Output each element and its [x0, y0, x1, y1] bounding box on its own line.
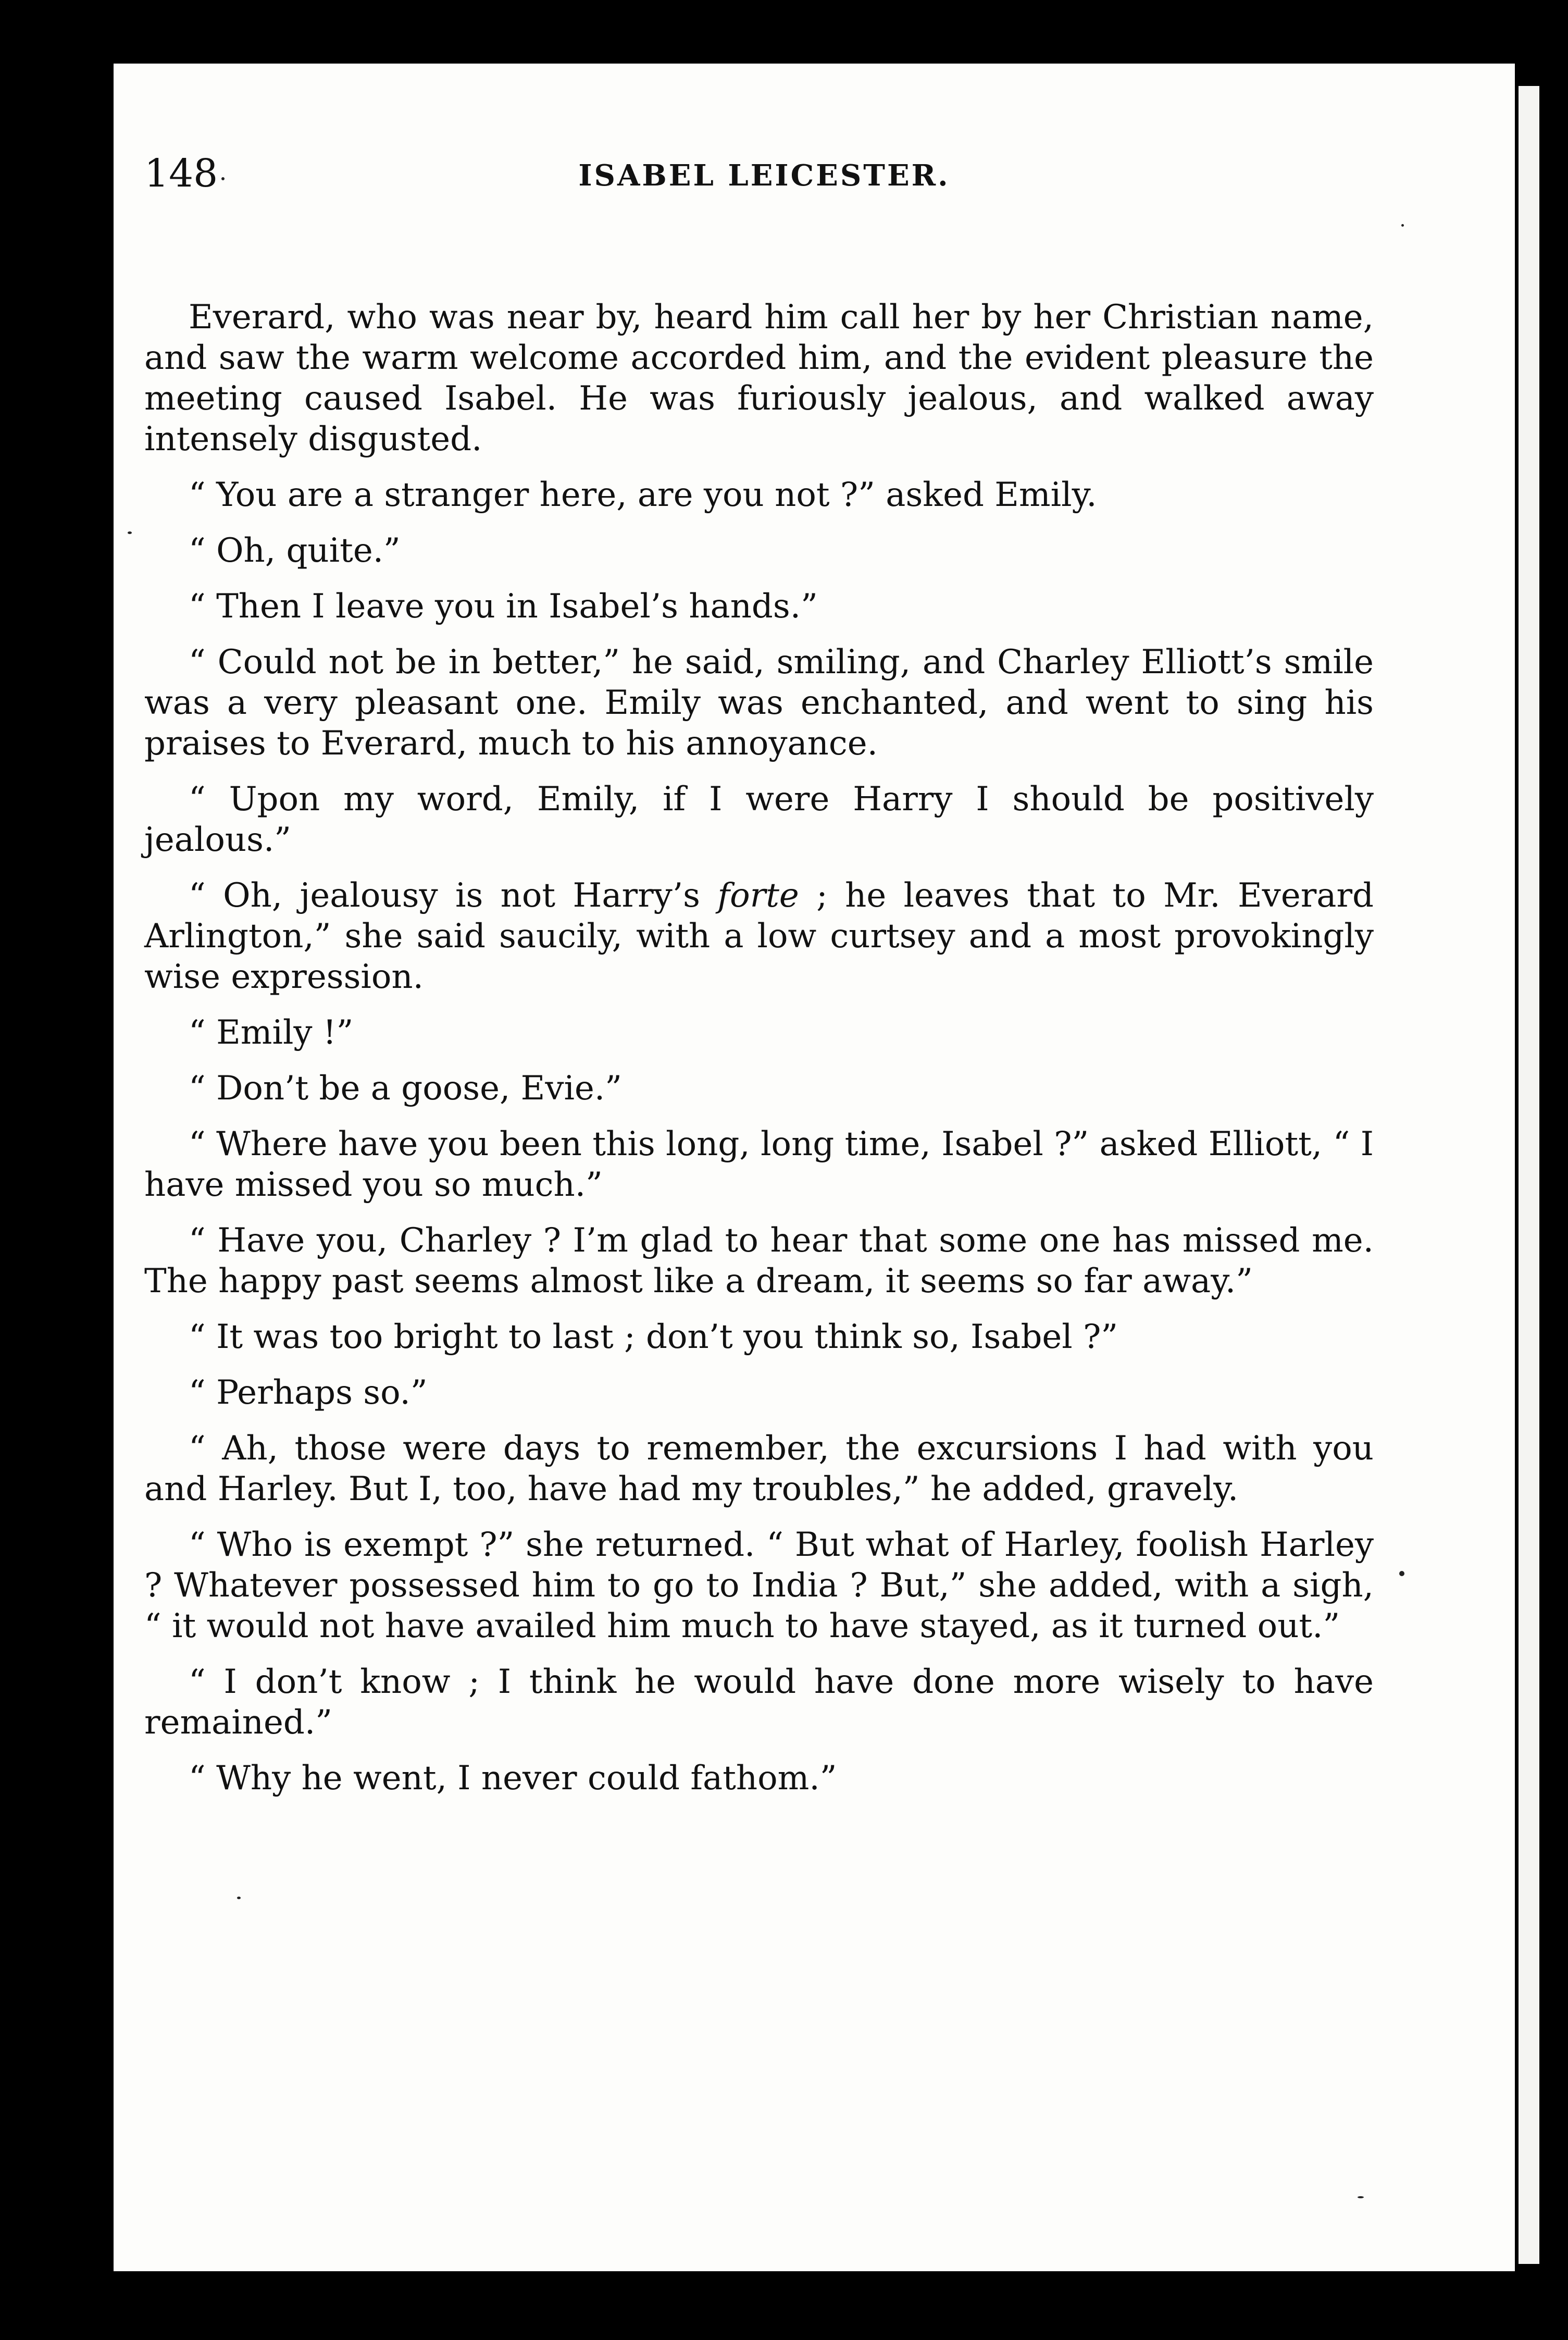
paragraph: Everard, who was near by, heard him call her by her Christian name, and saw the warm welcome accorded him, and the evident pleasure the meeting caused Isabel. He was furiously jealous, and walked away intensely disgusted.	[144, 298, 1374, 459]
scan-speck	[221, 177, 225, 180]
scan-speck	[1399, 1571, 1404, 1576]
scan-speck	[1358, 2196, 1364, 2198]
page-header	[144, 151, 1384, 224]
scan-speck	[1401, 224, 1404, 227]
paragraph: “ Don’t be a goose, Evie.”	[189, 1069, 622, 1108]
paragraph: “ You are a stranger here, are you not ?” asked Emily.	[189, 476, 1097, 514]
paragraph: “ It was too bright to last ; don’t you think so, Isabel ?”	[189, 1318, 1118, 1356]
paragraph: “ I don’t know ; I think he would have done more wisely to have remained.”	[144, 1663, 1374, 1742]
italic-word: forte	[717, 876, 799, 915]
paragraph: “ Could not be in better,” he said, smiling, and Charley Elliott’s smile was a very pleasant one. Emily was enchanted, and went to sing his praises to Everard, much to his annoyance.	[144, 643, 1374, 763]
paragraph-text: “ Oh, jealousy is not Harry’s	[189, 876, 718, 915]
paragraph-text: ; he leaves that to Mr. Everard Arlington,” she said saucily, with a low curtsey and a most provokingly wise expression.	[144, 876, 1374, 996]
adjacent-page-edge	[1519, 86, 1539, 2264]
scan-speck	[128, 531, 132, 534]
paragraph: “ Perhaps so.”	[189, 1373, 428, 1412]
page-number: 148	[144, 151, 218, 196]
paragraph: “ Who is exempt ?” she returned. “ But what of Harley, foolish Harley ? Whatever possessed him to go to India ? But,” she added, with a sigh, “ it would not have availed him much to have stayed, as it turned out.”	[144, 1526, 1374, 1645]
scan-speck	[237, 1897, 241, 1899]
paragraph: “ Have you, Charley ? I’m glad to hear that some one has missed me. The happy past seems almost like a dream, it seems so far away.”	[144, 1221, 1374, 1301]
paragraph	[144, 875, 1374, 997]
paragraph: “ Then I leave you in Isabel’s hands.”	[189, 587, 818, 626]
paragraph: “ Upon my word, Emily, if I were Harry I should be positively jealous.”	[144, 780, 1374, 859]
paragraph: “ Where have you been this long, long time, Isabel ?” asked Elliott, “ I have missed you so much.”	[144, 1125, 1374, 1204]
paragraph: “ Emily !”	[189, 1013, 354, 1052]
body-text	[144, 297, 1374, 1814]
paragraph: “ Ah, those were days to remember, the excursions I had with you and Harley. But I, too, have had my troubles,” he added, gravely.	[144, 1429, 1374, 1508]
paragraph: “ Why he went, I never could fathom.”	[189, 1759, 837, 1798]
paragraph: “ Oh, quite.”	[189, 531, 401, 570]
running-head: ISABEL LEICESTER.	[578, 158, 950, 193]
